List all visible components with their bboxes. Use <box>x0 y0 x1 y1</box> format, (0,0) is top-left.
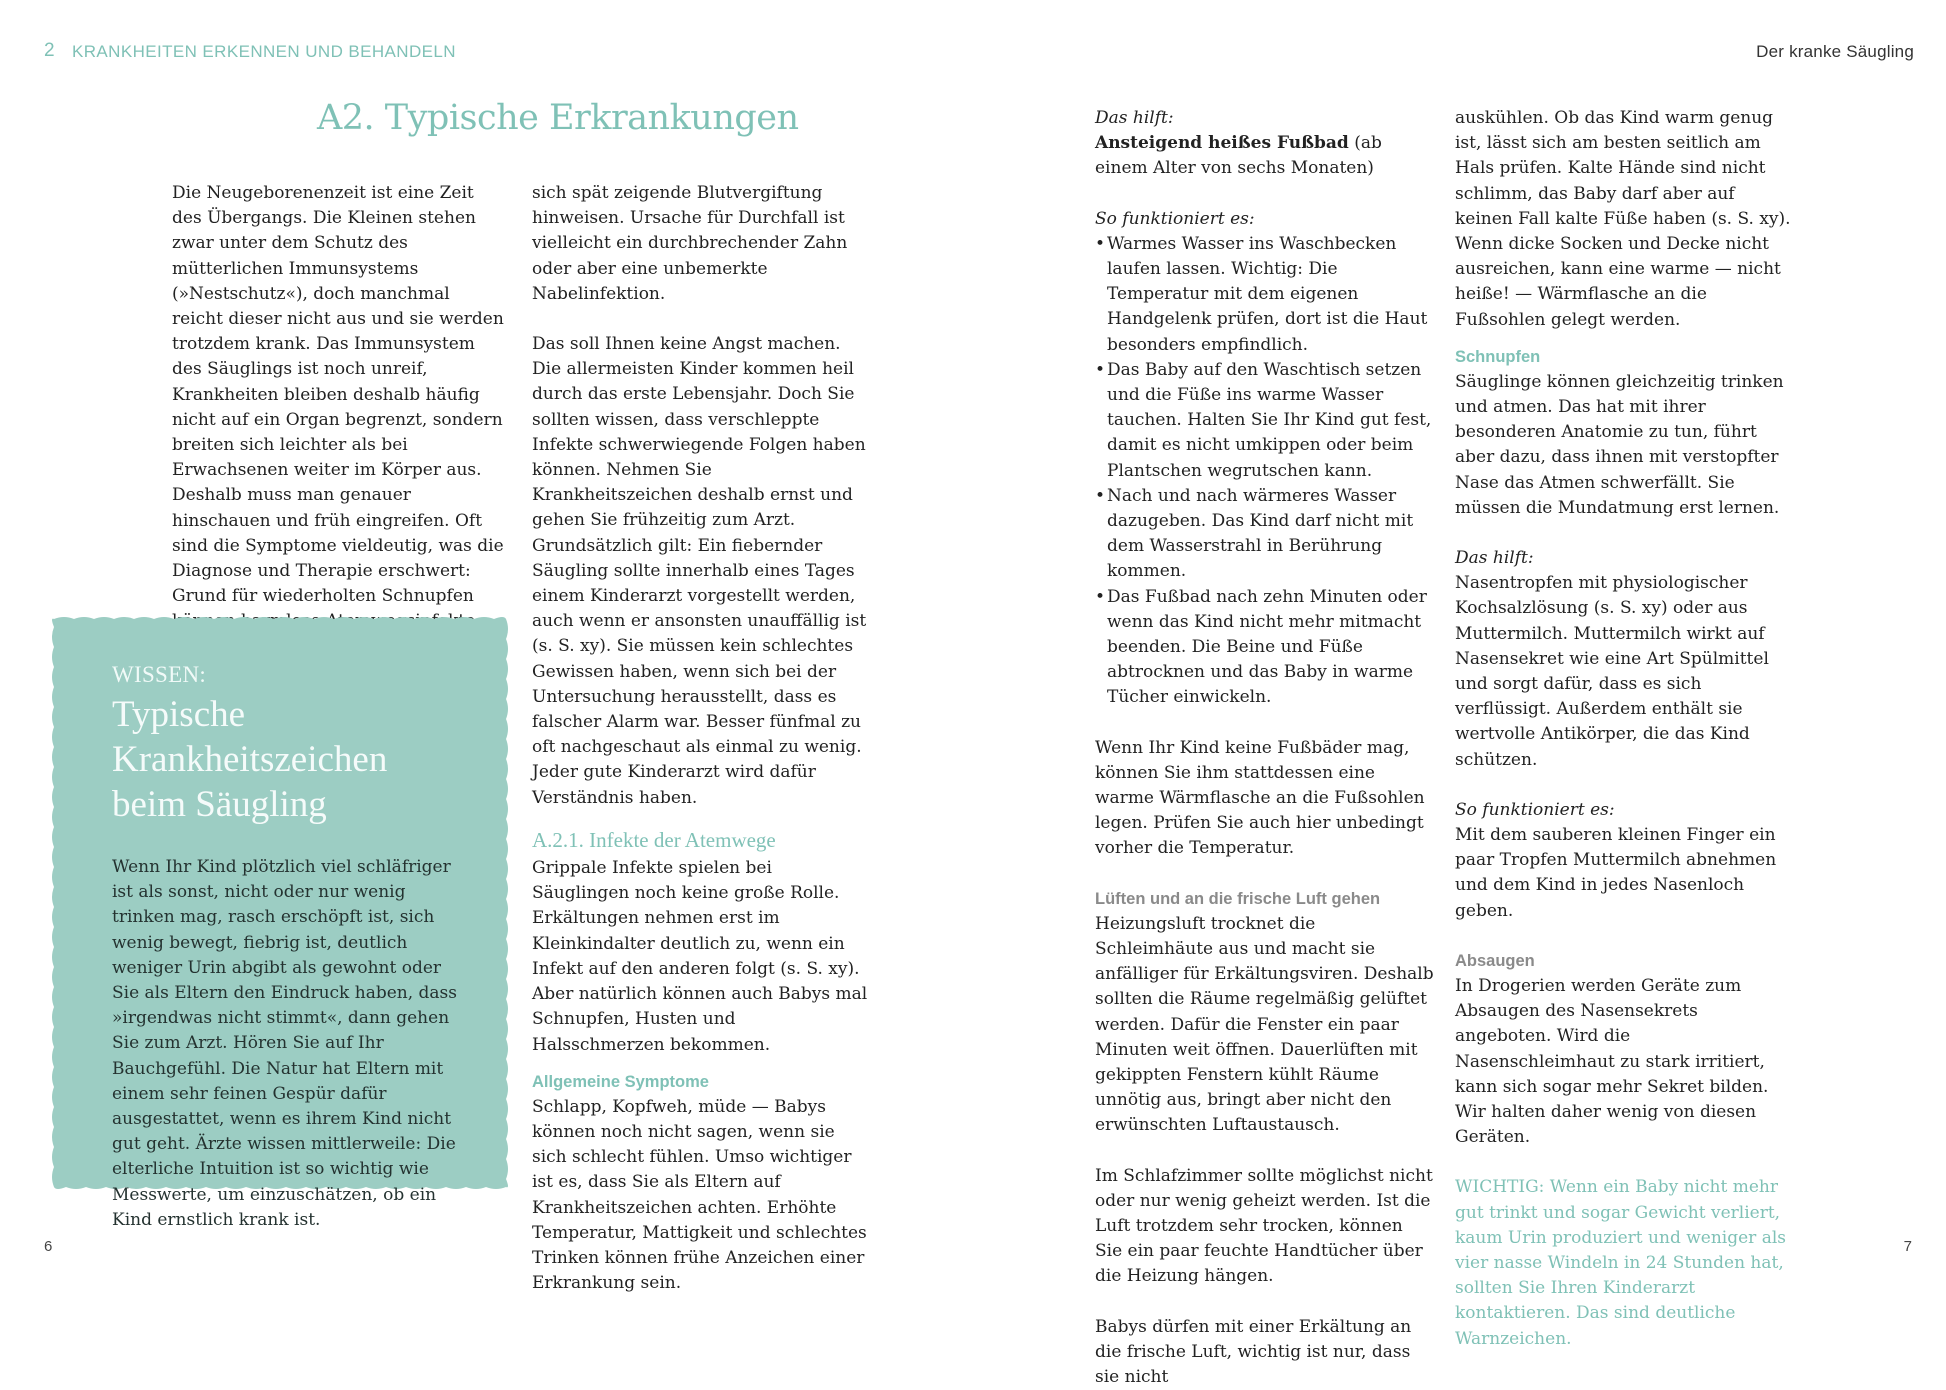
paragraph: Heizungsluft trocknet die Schleimhäute aus und macht sie anfälliger für Erkältungsviren. Deshalb sollten die Räume regelmäßig gelüftet werden. Dafür die Fenster ein paar Minuten weit öffnen. Dauerlüften mit gekippten Fenstern kühlt Räume unnötig aus, bringt aber nicht den erwünschten Luftaustausch. <box>1095 913 1434 1136</box>
so-funktioniert-label: So funktioniert es: <box>1095 208 1255 229</box>
das-hilft-label: Das hilft: <box>1095 108 1174 128</box>
fussbad-bold: Ansteigend heißes Fußbad <box>1095 133 1349 154</box>
column-4 <box>1455 106 1791 1352</box>
fussbad-rest: (ab einem Alter von sechs Monaten) <box>1095 133 1382 179</box>
chapter-title: KRANKHEITEN ERKENNEN UND BEHANDELN <box>72 42 456 61</box>
paragraph: Nasentropfen mit physiologischer Kochsalzlösung (s. S. xy) oder aus Muttermilch. Muttermilch wirkt auf Nasensekret wie eine Art Spülmittel und sorgt dafür, dass es sich verflüssigt. Außerdem enthält sie wertvolle Antikörper, die das Kind schützen. <box>1455 573 1769 770</box>
list-item: • Warmes Wasser ins Waschbecken laufen lassen. Wichtig: Die Temperatur mit dem eigenen Handgelenk prüfen, dort ist die Haut besonders empfindlich. <box>1095 232 1435 358</box>
paragraph: Säuglinge können gleichzeitig trinken und atmen. Das hat mit ihrer besonderen Anatomie zu tun, führt aber dazu, dass ihnen mit verstopfter Nase das Atmen schwerfällt. Sie müssen die Mundatmung erst lernen. <box>1455 371 1784 518</box>
column-3 <box>1095 106 1435 1390</box>
subheading: Lüften und an die frische Luft gehen <box>1095 889 1381 908</box>
paragraph: Wenn Ihr Kind keine Fußbäder mag, können Sie ihm stattdessen eine warme Wärmflasche an die Fußsohlen legen. Prüfen Sie auch hier unbedingt vorher die Temperatur. <box>1095 737 1425 859</box>
section-title: Der kranke Säugling <box>1756 42 1914 61</box>
paragraph: Das soll Ihnen keine Angst machen. Die allermeisten Kinder kommen heil durch das erste Lebensjahr. Doch Sie sollten wissen, dass verschleppte Infekte schwerwiegende Folgen haben können. Nehmen Sie Krankheitszeichen deshalb ernst und gehen Sie frühzeitig zum Arzt. Grundsätzlich gilt: Ein fiebernder Säugling sollte innerhalb eines Tages einem Kinderarzt vorgestellt werden, auch wenn er ansonsten unauffällig ist (s. S. xy). Sie müssen kein schlechtes Gewissen haben, wenn sich bei der Untersuchung herausstellt, dass es falscher Alarm war. Besser fünfmal zu oft nachgeschaut als einmal zu wenig. Jeder gute Kinderarzt wird dafür Verständnis haben. <box>532 334 867 808</box>
subheading: Absaugen <box>1455 951 1535 970</box>
so-funktioniert-label: So funktioniert es: <box>1455 799 1615 820</box>
chapter-number: 2 <box>44 40 55 61</box>
list-item: • Das Baby auf den Waschtisch setzen und die Füße ins warme Wasser tauchen. Halten Sie Ihr Kind gut fest, damit es nicht umkippen oder beim Plantschen wegrutschen kann. <box>1095 358 1435 484</box>
paragraph: auskühlen. Ob das Kind warm genug ist, lässt sich am besten seitlich am Hals prüfen. Kalte Hände sind nicht schlimm, das Baby darf aber auf keinen Fall kalte Füße haben (s. S. xy). Wenn dicke Socken und Decke nicht ausreichen, kann eine warme — nicht heiße! — Wärmflasche an die Fußsohlen gelegt werden. <box>1455 108 1791 330</box>
paragraph: Schlapp, Kopfweh, müde — Babys können noch nicht sagen, wenn sie sich schlecht fühlen. Umso wichtiger ist es, dass Sie als Eltern auf Krankheitszeichen achten. Erhöhte Temperatur, Mattigkeit und schlechtes Trinken können frühe Anzeichen einer Erkrankung sein. <box>532 1096 867 1294</box>
bullet-list <box>1095 232 1435 711</box>
paragraph: Grippale Infekte spielen bei Säuglingen noch keine große Rolle. Erkältungen nehmen erst im Kleinkindalter deutlich zu, wenn ein Infekt auf den anderen folgt (s. S. xy). Aber natürlich können auch Babys mal Schnupfen, Husten und Halsschmerzen bekommen. <box>532 858 868 1055</box>
paragraph: Babys dürfen mit einer Erkältung an die frische Luft, wichtig ist nur, dass sie nicht <box>1095 1316 1412 1387</box>
paragraph: Im Schlafzimmer sollte möglichst nicht oder nur wenig geheizt werden. Ist die Luft trotzdem sehr trocken, können Sie ein paar feuchte Handtücher über die Heizung hängen. <box>1095 1165 1433 1287</box>
subheading: Allgemeine Symptome <box>532 1072 709 1091</box>
info-box-label: WISSEN: <box>112 662 207 687</box>
list-item: • Das Fußbad nach zehn Minuten oder wenn das Kind nicht mehr mitmacht beenden. Die Beine und Füße abtrocknen und das Baby in warme Tücher einwickeln. <box>1095 585 1435 711</box>
section-heading: A.2.1. Infekte der Atemwege <box>532 827 776 852</box>
warning-note: WICHTIG: Wenn ein Baby nicht mehr gut trinkt und sogar Gewicht verliert, kaum Urin produziert und weniger als vier nasse Windeln in 24 Stunden hat, sollten Sie Ihren Kinderarzt kontaktieren. Das sind deutliche Warnzeichen. <box>1455 1177 1786 1349</box>
column-2 <box>532 181 868 1296</box>
page-number-left: 6 <box>44 1238 53 1255</box>
das-hilft-label: Das hilft: <box>1455 548 1534 569</box>
paragraph: In Drogerien werden Geräte zum Absaugen des Nasensekrets angeboten. Wird die Nasenschleimhaut zu stark irritiert, kann sich sogar mehr Sekret bilden. Wir halten daher wenig von diesen Geräten. <box>1455 975 1769 1148</box>
subheading: Schnupfen <box>1455 347 1541 366</box>
list-item: • Nach und nach wärmeres Wasser dazugeben. Das Kind darf nicht mit dem Wasserstrahl in Berührung kommen. <box>1095 484 1435 585</box>
paragraph: Mit dem sauberen kleinen Finger ein paar Tropfen Muttermilch abnehmen und dem Kind in jedes Nasenloch geben. <box>1455 825 1777 921</box>
info-box-text: Wenn Ihr Kind plötzlich viel schläfriger ist als sonst, nicht oder nur wenig trinken mag, rasch erschöpft ist, sich wenig bewegt, fiebrig ist, deutlich weniger Urin abgibt als gewohnt oder Sie als Eltern den Eindruck haben, dass »irgendwas nicht stimmt«, dann gehen Sie zum Arzt. Hören Sie auf Ihr Bauchgefühl. Die Natur hat Eltern mit einem sehr feinen Gespür dafür ausgestattet, wenn es ihrem Kind nicht gut geht. Ärzte wissen mittlerweile: Die elterliche Intuition ist so wichtig wie Messwerte, um einzuschätzen, ob ein Kind ernstlich krank ist. <box>112 857 457 1230</box>
paragraph: sich spät zeigende Blutvergiftung hinweisen. Ursache für Durchfall ist vielleicht ein durchbrechender Zahn oder aber eine unbemerkte Nabelinfektion. <box>532 183 848 304</box>
fussbad-paragraph <box>1095 131 1435 181</box>
page-title: A2. Typische Erkrankungen <box>317 98 799 138</box>
info-box <box>112 662 482 1233</box>
page-number-right: 7 <box>1903 1238 1912 1255</box>
intro-paragraph: Die Neugeborenenzeit ist eine Zeit des Übergangs. Die Kleinen stehen zwar unter dem Schutz des mütterlichen Immunsystems (»Nestschutz«), doch manchmal reicht dieser nicht aus und sie werden trotzdem krank. Das Immunsystem des Säuglings ist noch unreif, Krankheiten bleiben deshalb häufig nicht auf ein Organ begrenzt, sondern breiten sich leichter als bei Erwachsenen weiter im Körper aus. Deshalb muss man genauer hinschauen und früh eingreifen. Oft sind die Symptome vieldeutig, was die Diagnose und Therapie erschwert: Grund für wiederholten Schnupfen <box>172 183 504 607</box>
info-box-title: Typische Krankheitszeichen beim Säugling <box>112 694 388 825</box>
column-1 <box>172 181 504 685</box>
